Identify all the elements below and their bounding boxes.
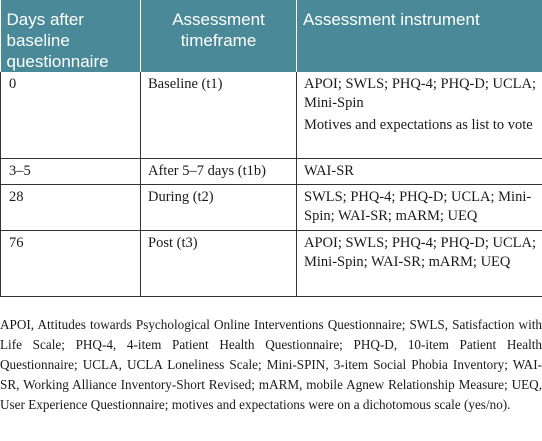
table-row <box>1 72 542 158</box>
instrument-line: SWLS; PHQ-4; PHQ-D; UCLA; Mini-Spin; WAI-SR; mARM; UEQ <box>304 188 532 224</box>
table-body <box>1 72 542 296</box>
cell-days: 3–5 <box>1 158 141 184</box>
table-footnote: APOI, Attitudes towards Psychological Online Interventions Questionnaire; SWLS, Satisfaction with Life Scale; PHQ-4, 4-item Patient Health Questionnaire; PHQ-D, 10-item Patient Health Questionnaire; UCLA, UCLA Loneliness Scale; Mini-SPIN, 3-item Social Phobia Inventory; WAI-SR, Working Alliance Inventory-Short Revised; mARM, mobile Agnew Relationship Measure; UEQ, User Experience Questionnaire; motives and expectations were on a dichotomous scale (yes/no). <box>0 317 542 412</box>
table-row <box>1 158 542 184</box>
cell-timeframe: Post (t3) <box>141 230 297 296</box>
cell-timeframe: Baseline (t1) <box>141 72 297 158</box>
cell-timeframe: After 5–7 days (t1b) <box>141 158 297 184</box>
cell-timeframe: During (t2) <box>141 184 297 230</box>
cell-days: 28 <box>1 184 141 230</box>
table-header <box>1 0 542 72</box>
header-instrument: Assessment instrument <box>297 0 542 72</box>
header-timeframe: Assessment timeframe <box>141 0 297 72</box>
cell-instrument <box>297 184 542 230</box>
cell-instrument <box>297 158 542 184</box>
cell-days: 0 <box>1 72 141 158</box>
table-row <box>1 230 542 296</box>
cell-instrument <box>297 230 542 296</box>
header-days: Days after baseline questionnaire <box>1 0 141 72</box>
cell-days: 76 <box>1 230 141 296</box>
cell-instrument <box>297 72 542 158</box>
instrument-line: WAI-SR <box>304 162 354 179</box>
header-row <box>1 0 542 72</box>
instrument-line: Motives and expectations as list to vote <box>304 117 533 133</box>
instrument-line: APOI; SWLS; PHQ-4; PHQ-D; UCLA; Mini-Spin; WAI-SR; mARM; UEQ <box>304 234 537 270</box>
table-row <box>1 184 542 230</box>
instrument-line: APOI; SWLS; PHQ-4; PHQ-D; UCLA; Mini-Spin <box>304 76 537 111</box>
